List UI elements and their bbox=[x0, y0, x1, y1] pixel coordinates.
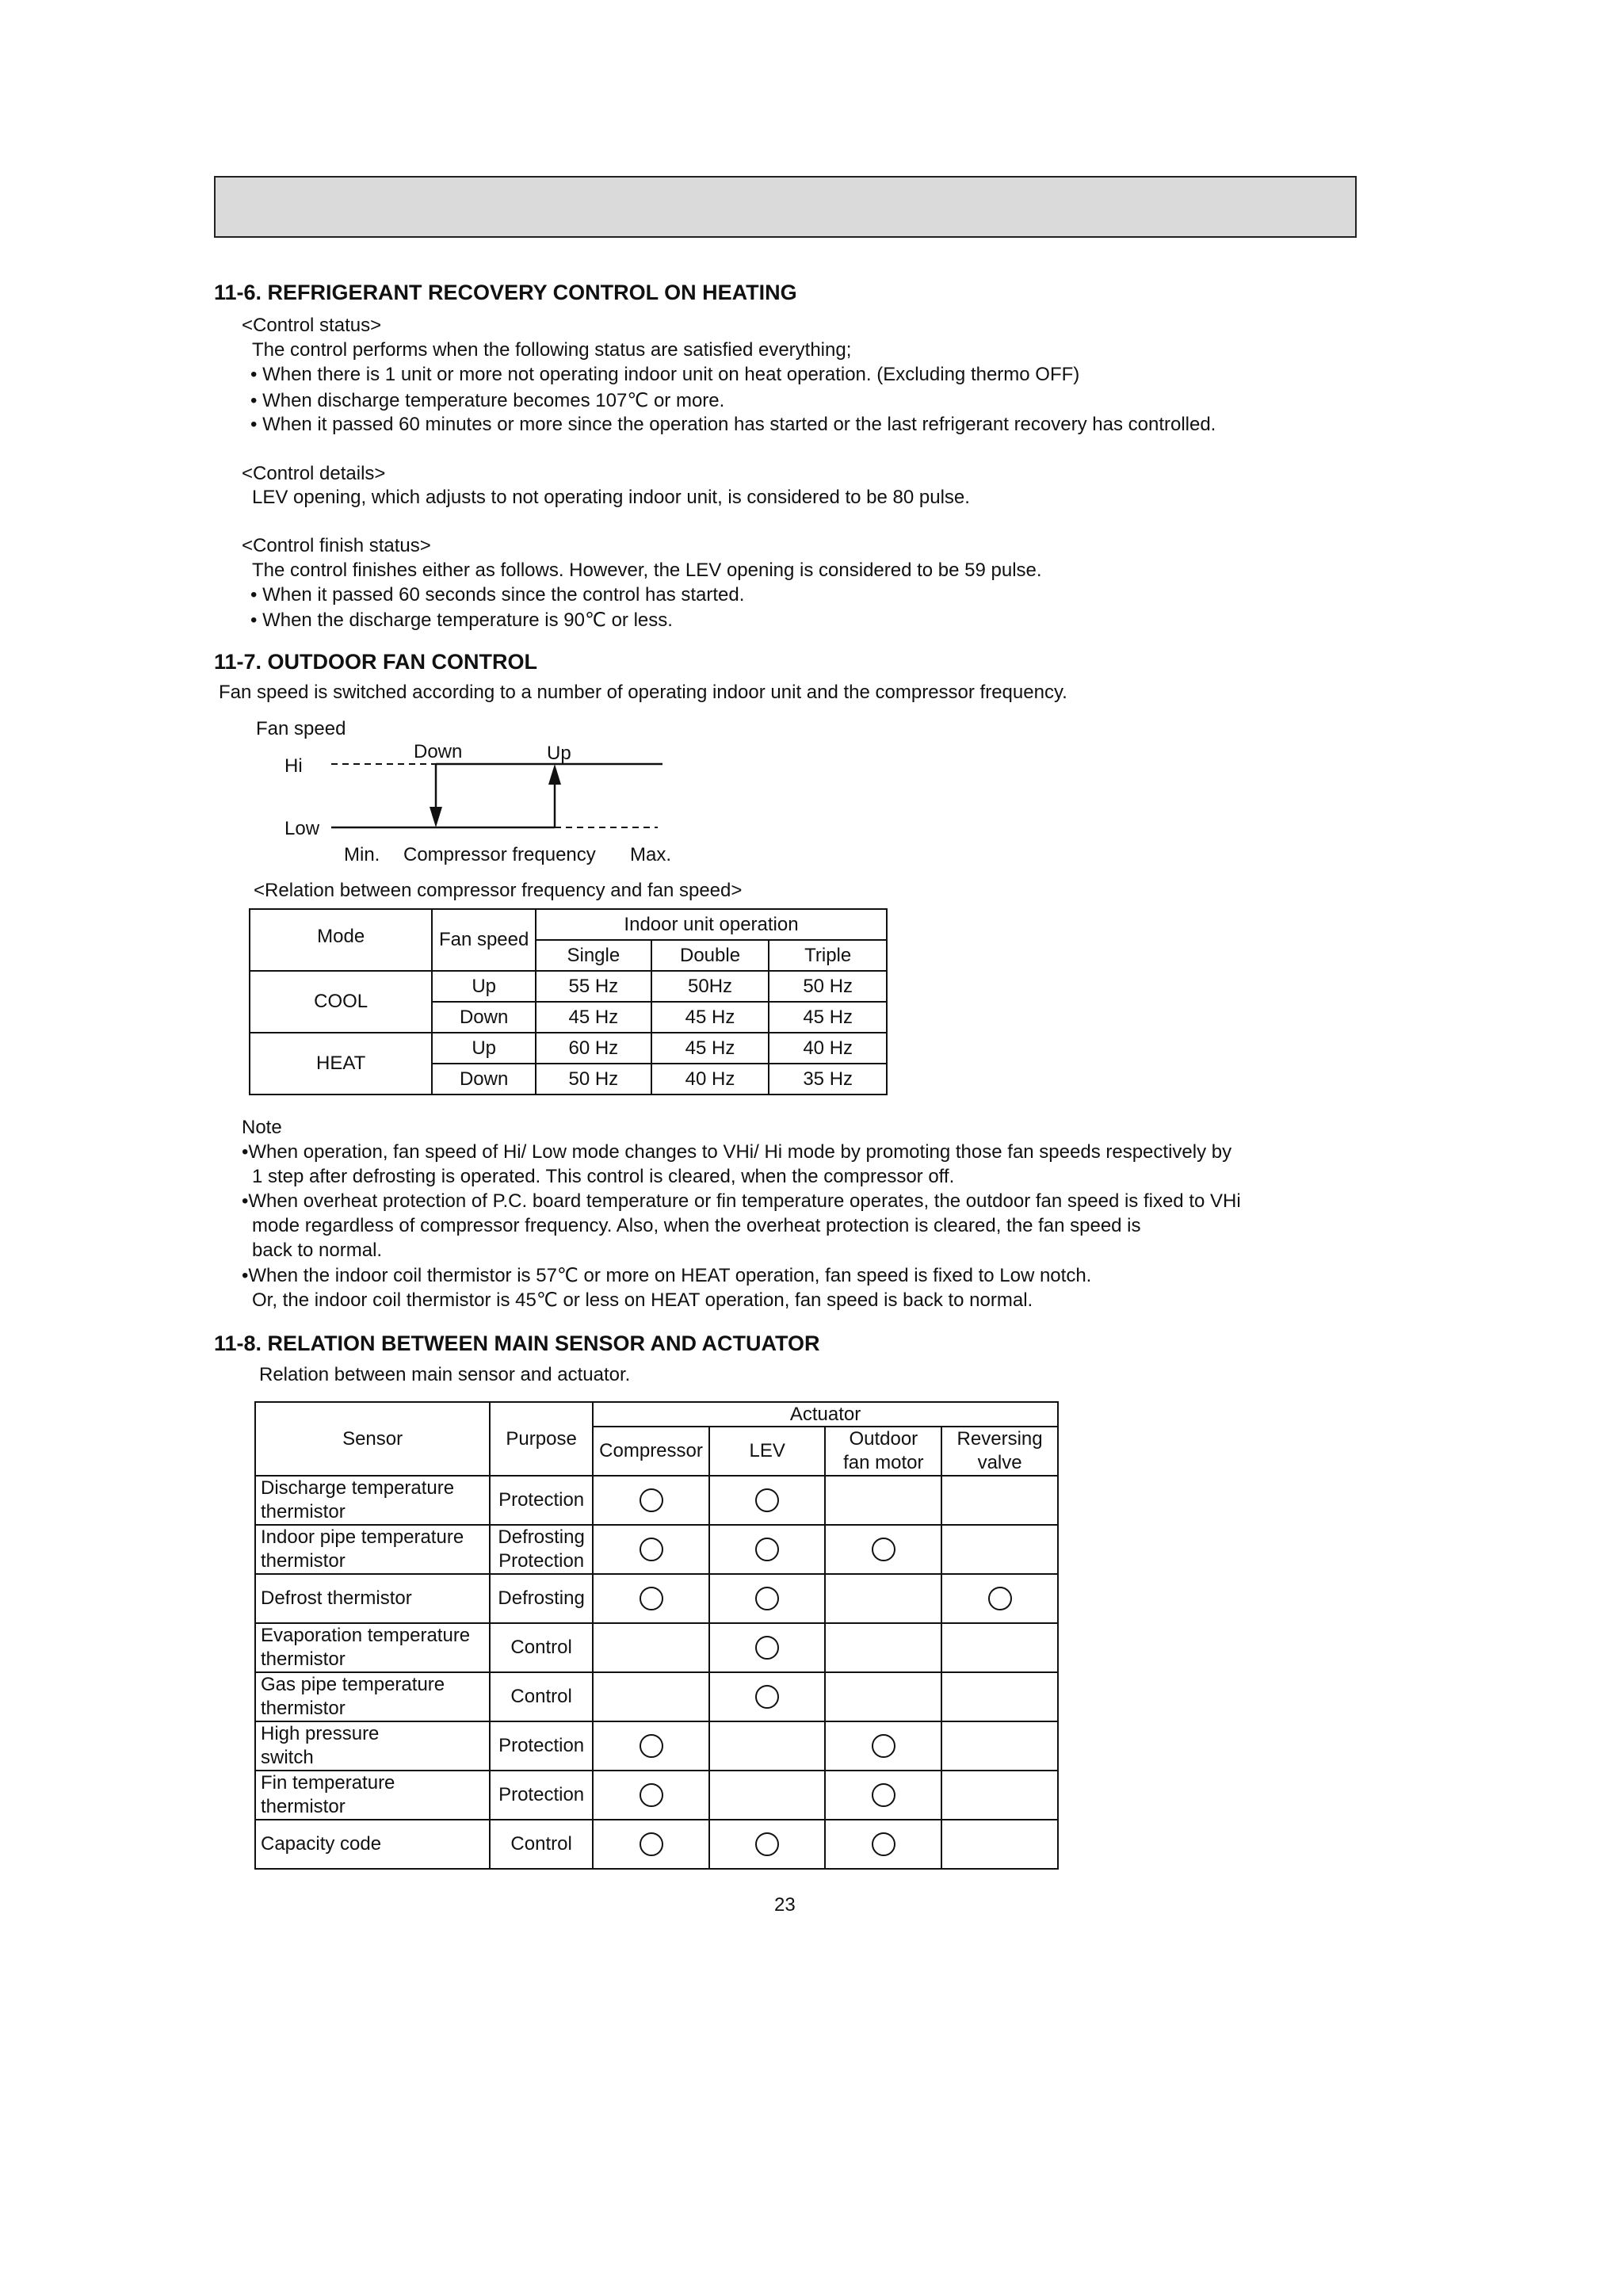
sensor-cell bbox=[255, 1820, 490, 1869]
outdoor-fan-motor-cell bbox=[825, 1574, 941, 1623]
circle-mark-icon bbox=[755, 1587, 779, 1610]
header-fan-motor-line: Outdoor bbox=[849, 1428, 918, 1450]
fan-speed-cell: Down bbox=[432, 1064, 536, 1095]
lev-cell bbox=[709, 1721, 825, 1771]
page-number: 23 bbox=[774, 1894, 796, 1916]
header-mode: Mode bbox=[250, 909, 432, 971]
sensor-line: thermistor bbox=[261, 1501, 346, 1522]
control-details-heading: <Control details> bbox=[242, 463, 386, 484]
header-outdoor-fan-motor bbox=[825, 1427, 941, 1476]
control-finish-item: • When the discharge temperature is 90℃ or less. bbox=[250, 609, 673, 631]
fan-speed-cell: Up bbox=[432, 971, 536, 1002]
reversing-valve-cell bbox=[941, 1771, 1058, 1820]
table-row bbox=[255, 1574, 1058, 1623]
compressor-cell bbox=[593, 1721, 709, 1771]
single-cell: 45 Hz bbox=[536, 1002, 651, 1033]
header-compressor: Compressor bbox=[593, 1427, 709, 1476]
control-status-heading: <Control status> bbox=[242, 315, 382, 336]
circle-mark-icon bbox=[640, 1587, 663, 1610]
note-line: mode regardless of compressor frequency. Also, when the overheat protection is cleared, the fan speed is bbox=[252, 1215, 1141, 1236]
mode-cell: COOL bbox=[250, 971, 432, 1033]
compressor-cell bbox=[593, 1623, 709, 1672]
triple-cell: 40 Hz bbox=[769, 1033, 887, 1064]
circle-mark-icon bbox=[755, 1832, 779, 1856]
up-arrow-head bbox=[548, 764, 561, 785]
table-row bbox=[255, 1525, 1058, 1574]
section-11-7-title: 11-7. OUTDOOR FAN CONTROL bbox=[214, 650, 538, 674]
header-fan-speed: Fan speed bbox=[432, 909, 536, 971]
relation-caption: <Relation between compressor frequency and fan speed> bbox=[254, 880, 743, 901]
header-lev: LEV bbox=[709, 1427, 825, 1476]
circle-mark-icon bbox=[872, 1734, 895, 1758]
fan-speed-cell: Up bbox=[432, 1033, 536, 1064]
sensor-line: switch bbox=[261, 1747, 314, 1768]
purpose-cell bbox=[490, 1820, 593, 1869]
sensor-line: thermistor bbox=[261, 1698, 346, 1719]
control-status-item: • When there is 1 unit or more not operating indoor unit on heat operation. (Excluding thermo OFF) bbox=[250, 364, 1080, 385]
sensor-cell bbox=[255, 1623, 490, 1672]
section-11-7-intro: Fan speed is switched according to a number of operating indoor unit and the compressor frequency. bbox=[219, 682, 1067, 703]
circle-mark-icon bbox=[755, 1538, 779, 1561]
purpose-cell bbox=[490, 1623, 593, 1672]
sensor-line: Defrost thermistor bbox=[261, 1587, 412, 1609]
note-line: Or, the indoor coil thermistor is 45℃ or less on HEAT operation, fan speed is back to normal. bbox=[252, 1289, 1033, 1311]
reversing-valve-cell bbox=[941, 1721, 1058, 1771]
control-status-item: • When it passed 60 minutes or more since the operation has started or the last refrigerant recovery has controlled. bbox=[250, 414, 1216, 435]
circle-mark-icon bbox=[640, 1488, 663, 1512]
single-cell: 50 Hz bbox=[536, 1064, 651, 1095]
lev-cell bbox=[709, 1525, 825, 1574]
reversing-valve-cell bbox=[941, 1820, 1058, 1869]
circle-mark-icon bbox=[640, 1538, 663, 1561]
fan-speed-cell: Down bbox=[432, 1002, 536, 1033]
outdoor-fan-motor-cell bbox=[825, 1525, 941, 1574]
double-cell: 45 Hz bbox=[651, 1002, 769, 1033]
purpose-line: Defrosting bbox=[498, 1587, 585, 1609]
sensor-line: thermistor bbox=[261, 1648, 346, 1670]
double-cell: 45 Hz bbox=[651, 1033, 769, 1064]
sensor-line: thermistor bbox=[261, 1550, 346, 1572]
lev-cell bbox=[709, 1623, 825, 1672]
sensor-cell bbox=[255, 1574, 490, 1623]
compressor-cell bbox=[593, 1574, 709, 1623]
header-double: Double bbox=[651, 940, 769, 971]
sensor-line: Indoor pipe temperature bbox=[261, 1526, 464, 1548]
sensor-cell bbox=[255, 1771, 490, 1820]
mode-cell: HEAT bbox=[250, 1033, 432, 1095]
purpose-cell bbox=[490, 1525, 593, 1574]
compressor-cell bbox=[593, 1525, 709, 1574]
header-indoor-unit-operation: Indoor unit operation bbox=[536, 909, 887, 940]
compressor-cell bbox=[593, 1820, 709, 1869]
circle-mark-icon bbox=[640, 1734, 663, 1758]
table-row bbox=[255, 1672, 1058, 1721]
diagram-hi-label: Hi bbox=[284, 755, 303, 777]
lev-cell bbox=[709, 1672, 825, 1721]
control-status-item: • When discharge temperature becomes 107℃ or more. bbox=[250, 390, 725, 411]
section-11-6-title: 11-6. REFRIGERANT RECOVERY CONTROL ON HEATING bbox=[214, 281, 797, 304]
sensor-cell bbox=[255, 1672, 490, 1721]
circle-mark-icon bbox=[755, 1636, 779, 1660]
header-actuator: Actuator bbox=[593, 1402, 1058, 1427]
reversing-valve-cell bbox=[941, 1574, 1058, 1623]
note-heading: Note bbox=[242, 1117, 282, 1138]
note-line: 1 step after defrosting is operated. This control is cleared, when the compressor off. bbox=[252, 1166, 955, 1187]
purpose-line: Protection bbox=[498, 1735, 585, 1756]
diagram-low-label: Low bbox=[284, 818, 320, 839]
diagram-down-label: Down bbox=[414, 741, 463, 762]
control-details-text: LEV opening, which adjusts to not operating indoor unit, is considered to be 80 pulse. bbox=[252, 487, 970, 508]
fan-speed-diagram bbox=[317, 745, 682, 840]
table-row bbox=[255, 1820, 1058, 1869]
purpose-line: Defrosting bbox=[498, 1526, 585, 1548]
triple-cell: 45 Hz bbox=[769, 1002, 887, 1033]
circle-mark-icon bbox=[988, 1587, 1012, 1610]
purpose-line: Protection bbox=[498, 1550, 585, 1572]
single-cell: 60 Hz bbox=[536, 1033, 651, 1064]
diagram-y-label: Fan speed bbox=[256, 718, 346, 739]
purpose-cell bbox=[490, 1574, 593, 1623]
lev-cell bbox=[709, 1820, 825, 1869]
fan-speed-table bbox=[249, 908, 888, 1095]
circle-mark-icon bbox=[872, 1538, 895, 1561]
triple-cell: 35 Hz bbox=[769, 1064, 887, 1095]
sensor-line: High pressure bbox=[261, 1723, 380, 1744]
purpose-line: Protection bbox=[498, 1784, 585, 1805]
diagram-x-min: Min. bbox=[344, 844, 380, 865]
purpose-line: Control bbox=[510, 1686, 572, 1707]
sensor-cell bbox=[255, 1721, 490, 1771]
section-11-8-title: 11-8. RELATION BETWEEN MAIN SENSOR AND ACTUATOR bbox=[214, 1331, 820, 1355]
table-row bbox=[255, 1721, 1058, 1771]
circle-mark-icon bbox=[872, 1783, 895, 1807]
sensor-line: Gas pipe temperature bbox=[261, 1674, 445, 1695]
outdoor-fan-motor-cell bbox=[825, 1771, 941, 1820]
double-cell: 50Hz bbox=[651, 971, 769, 1002]
purpose-cell bbox=[490, 1476, 593, 1525]
circle-mark-icon bbox=[640, 1783, 663, 1807]
sensor-actuator-table bbox=[254, 1401, 1059, 1870]
down-arrow-head bbox=[430, 807, 442, 827]
header-single: Single bbox=[536, 940, 651, 971]
table-row bbox=[255, 1623, 1058, 1672]
header-purpose: Purpose bbox=[490, 1402, 593, 1476]
sensor-cell bbox=[255, 1476, 490, 1525]
header-valve-line: valve bbox=[977, 1452, 1022, 1473]
control-status-intro: The control performs when the following status are satisfied everything; bbox=[252, 339, 852, 361]
header-triple: Triple bbox=[769, 940, 887, 971]
sensor-line: Fin temperature bbox=[261, 1772, 395, 1794]
table-row bbox=[255, 1476, 1058, 1525]
lev-cell bbox=[709, 1574, 825, 1623]
control-finish-item: • When it passed 60 seconds since the control has started. bbox=[250, 584, 745, 606]
note-line: •When the indoor coil thermistor is 57℃ or more on HEAT operation, fan speed is fixed to Low notch. bbox=[242, 1265, 1092, 1286]
sensor-line: Capacity code bbox=[261, 1833, 382, 1855]
diagram-x-max: Max. bbox=[630, 844, 672, 865]
purpose-line: Protection bbox=[498, 1489, 585, 1511]
sensor-line: Discharge temperature bbox=[261, 1477, 455, 1499]
reversing-valve-cell bbox=[941, 1672, 1058, 1721]
outdoor-fan-motor-cell bbox=[825, 1623, 941, 1672]
purpose-line: Control bbox=[510, 1637, 572, 1658]
sensor-actuator-body bbox=[255, 1476, 1058, 1869]
reversing-valve-cell bbox=[941, 1525, 1058, 1574]
note-line: •When operation, fan speed of Hi/ Low mode changes to VHi/ Hi mode by promoting those fan speeds respectively by bbox=[242, 1141, 1232, 1163]
header-reversing-valve bbox=[941, 1427, 1058, 1476]
purpose-cell bbox=[490, 1672, 593, 1721]
purpose-cell bbox=[490, 1721, 593, 1771]
note-line: back to normal. bbox=[252, 1240, 383, 1261]
section-11-8-intro: Relation between main sensor and actuator. bbox=[259, 1364, 631, 1385]
header-valve-line: Reversing bbox=[957, 1428, 1043, 1450]
outdoor-fan-motor-cell bbox=[825, 1476, 941, 1525]
compressor-cell bbox=[593, 1476, 709, 1525]
sensor-line: thermistor bbox=[261, 1796, 346, 1817]
note-line: •When overheat protection of P.C. board temperature or fin temperature operates, the outdoor fan speed is fixed to VHi bbox=[242, 1190, 1241, 1212]
circle-mark-icon bbox=[872, 1832, 895, 1856]
reversing-valve-cell bbox=[941, 1623, 1058, 1672]
diagram-up-label: Up bbox=[547, 743, 571, 764]
double-cell: 40 Hz bbox=[651, 1064, 769, 1095]
reversing-valve-cell bbox=[941, 1476, 1058, 1525]
lev-cell bbox=[709, 1476, 825, 1525]
outdoor-fan-motor-cell bbox=[825, 1672, 941, 1721]
diagram-x-label: Compressor frequency bbox=[403, 844, 596, 865]
compressor-cell bbox=[593, 1672, 709, 1721]
purpose-line: Control bbox=[510, 1833, 572, 1855]
circle-mark-icon bbox=[640, 1832, 663, 1856]
compressor-cell bbox=[593, 1771, 709, 1820]
circle-mark-icon bbox=[755, 1488, 779, 1512]
header-banner bbox=[214, 176, 1357, 238]
outdoor-fan-motor-cell bbox=[825, 1820, 941, 1869]
control-finish-heading: <Control finish status> bbox=[242, 535, 431, 556]
sensor-line: Evaporation temperature bbox=[261, 1625, 471, 1646]
table-row bbox=[255, 1771, 1058, 1820]
single-cell: 55 Hz bbox=[536, 971, 651, 1002]
header-fan-motor-line: fan motor bbox=[843, 1452, 924, 1473]
outdoor-fan-motor-cell bbox=[825, 1721, 941, 1771]
header-sensor: Sensor bbox=[255, 1402, 490, 1476]
sensor-cell bbox=[255, 1525, 490, 1574]
control-finish-intro: The control finishes either as follows. However, the LEV opening is considered to be 59 pulse. bbox=[252, 560, 1042, 581]
lev-cell bbox=[709, 1771, 825, 1820]
triple-cell: 50 Hz bbox=[769, 971, 887, 1002]
purpose-cell bbox=[490, 1771, 593, 1820]
circle-mark-icon bbox=[755, 1685, 779, 1709]
